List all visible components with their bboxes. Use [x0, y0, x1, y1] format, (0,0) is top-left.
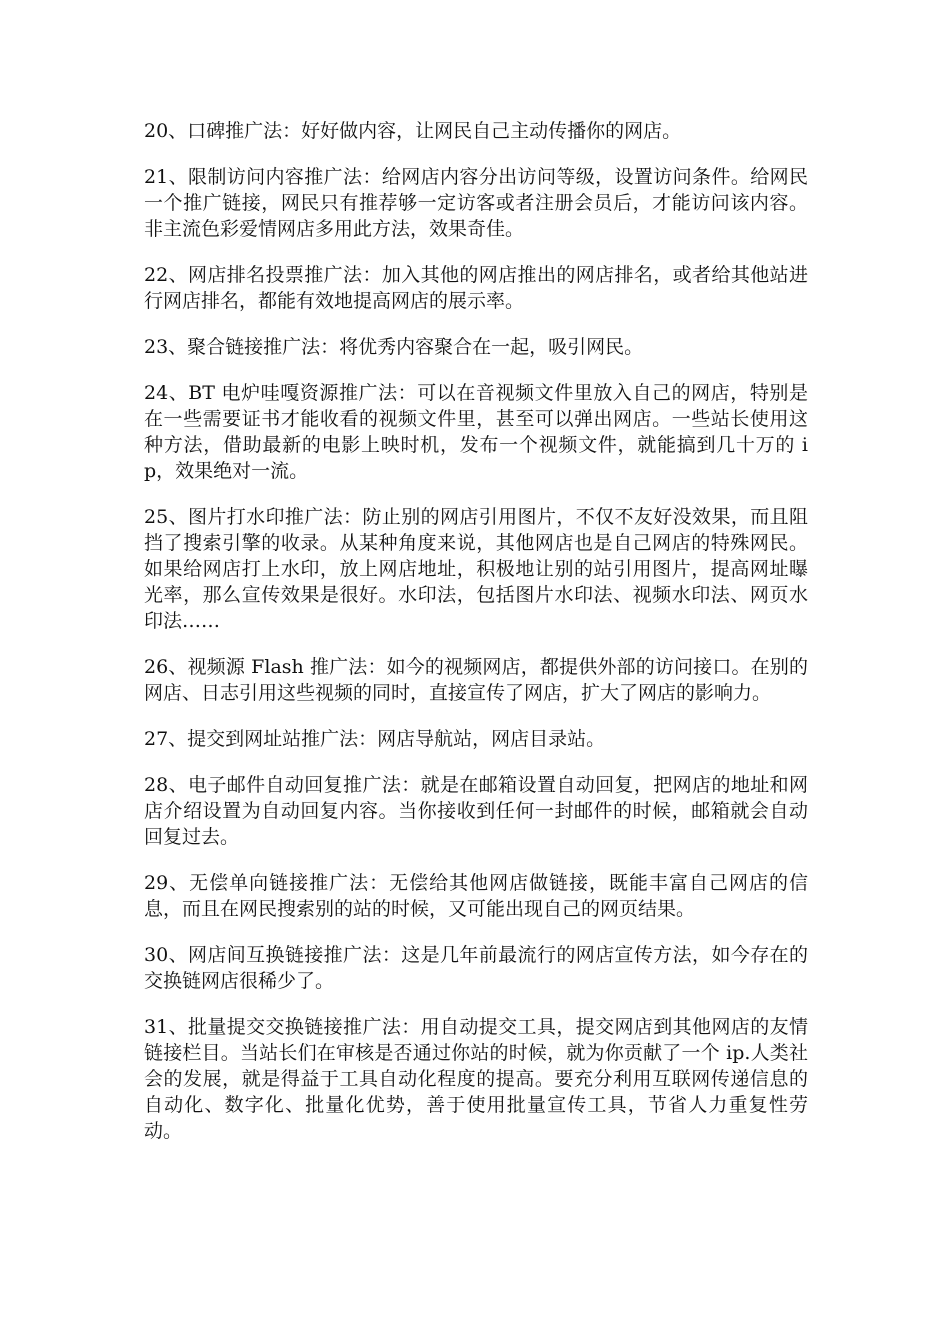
paragraph-24: 24、BT 电炉哇嘎资源推广法：可以在音视频文件里放入自己的网店，特别是在一些需要证书才能收看的视频文件里，甚至可以弹出网店。一些站长使用这种方法，借助最新的电影上映时机，发布一个视频文件，就能搞到几十万的 ip，效果绝对一流。 — [144, 382, 808, 482]
paragraph-31: 31、批量提交交换链接推广法：用自动提交工具，提交网店到其他网店的友情链接栏目。当站长们在审核是否通过你站的时候，就为你贡献了一个 ip.人类社会的发展，就是得益于工具自动化程度的提高。要充分利用互联网传递信息的自动化、数字化、批量化优势，善于使用批量宣传工具，节省人力重复性劳动。 — [144, 1016, 808, 1142]
paragraph-21: 21、限制访问内容推广法：给网店内容分出访问等级，设置访问条件。给网民一个推广链接，网民只有推荐够一定访客或者注册会员后，才能访问该内容。非主流色彩爱情网店多用此方法，效果奇佳。 — [144, 166, 808, 240]
paragraph-29: 29、无偿单向链接推广法：无偿给其他网店做链接，既能丰富自己网店的信息，而且在网民搜索别的站的时候，又可能出现自己的网页结果。 — [144, 872, 808, 920]
paragraph-30: 30、网店间互换链接推广法：这是几年前最流行的网店宣传方法，如今存在的交换链网店很稀少了。 — [144, 944, 808, 992]
paragraph-23: 23、聚合链接推广法：将优秀内容聚合在一起，吸引网民。 — [144, 336, 644, 358]
paragraph-26: 26、视频源 Flash 推广法：如今的视频网店，都提供外部的访问接口。在别的网店、日志引用这些视频的同时，直接宣传了网店，扩大了网店的影响力。 — [144, 656, 808, 704]
document-page — [144, 118, 808, 1164]
paragraph-28: 28、电子邮件自动回复推广法：就是在邮箱设置自动回复，把网店的地址和网店介绍设置为自动回复内容。当你接收到任何一封邮件的时候，邮箱就会自动回复过去。 — [144, 774, 808, 848]
paragraph-20: 20、口碑推广法：好好做内容，让网民自己主动传播你的网店。 — [144, 120, 682, 142]
paragraph-27: 27、提交到网址站推广法：网店导航站，网店目录站。 — [144, 728, 606, 750]
paragraph-22: 22、网店排名投票推广法：加入其他的网店推出的网店排名，或者给其他站进行网店排名，都能有效地提高网店的展示率。 — [144, 264, 808, 312]
paragraph-25: 25、图片打水印推广法：防止别的网店引用图片，不仅不友好没效果，而且阻挡了搜索引擎的收录。从某种角度来说，其他网店也是自己网店的特殊网民。如果给网店打上水印，放上网店地址，积极地让别的站引用图片，提高网址曝光率，那么宣传效果是很好。水印法，包括图片水印法、视频水印法、网页水印法…… — [144, 506, 808, 632]
